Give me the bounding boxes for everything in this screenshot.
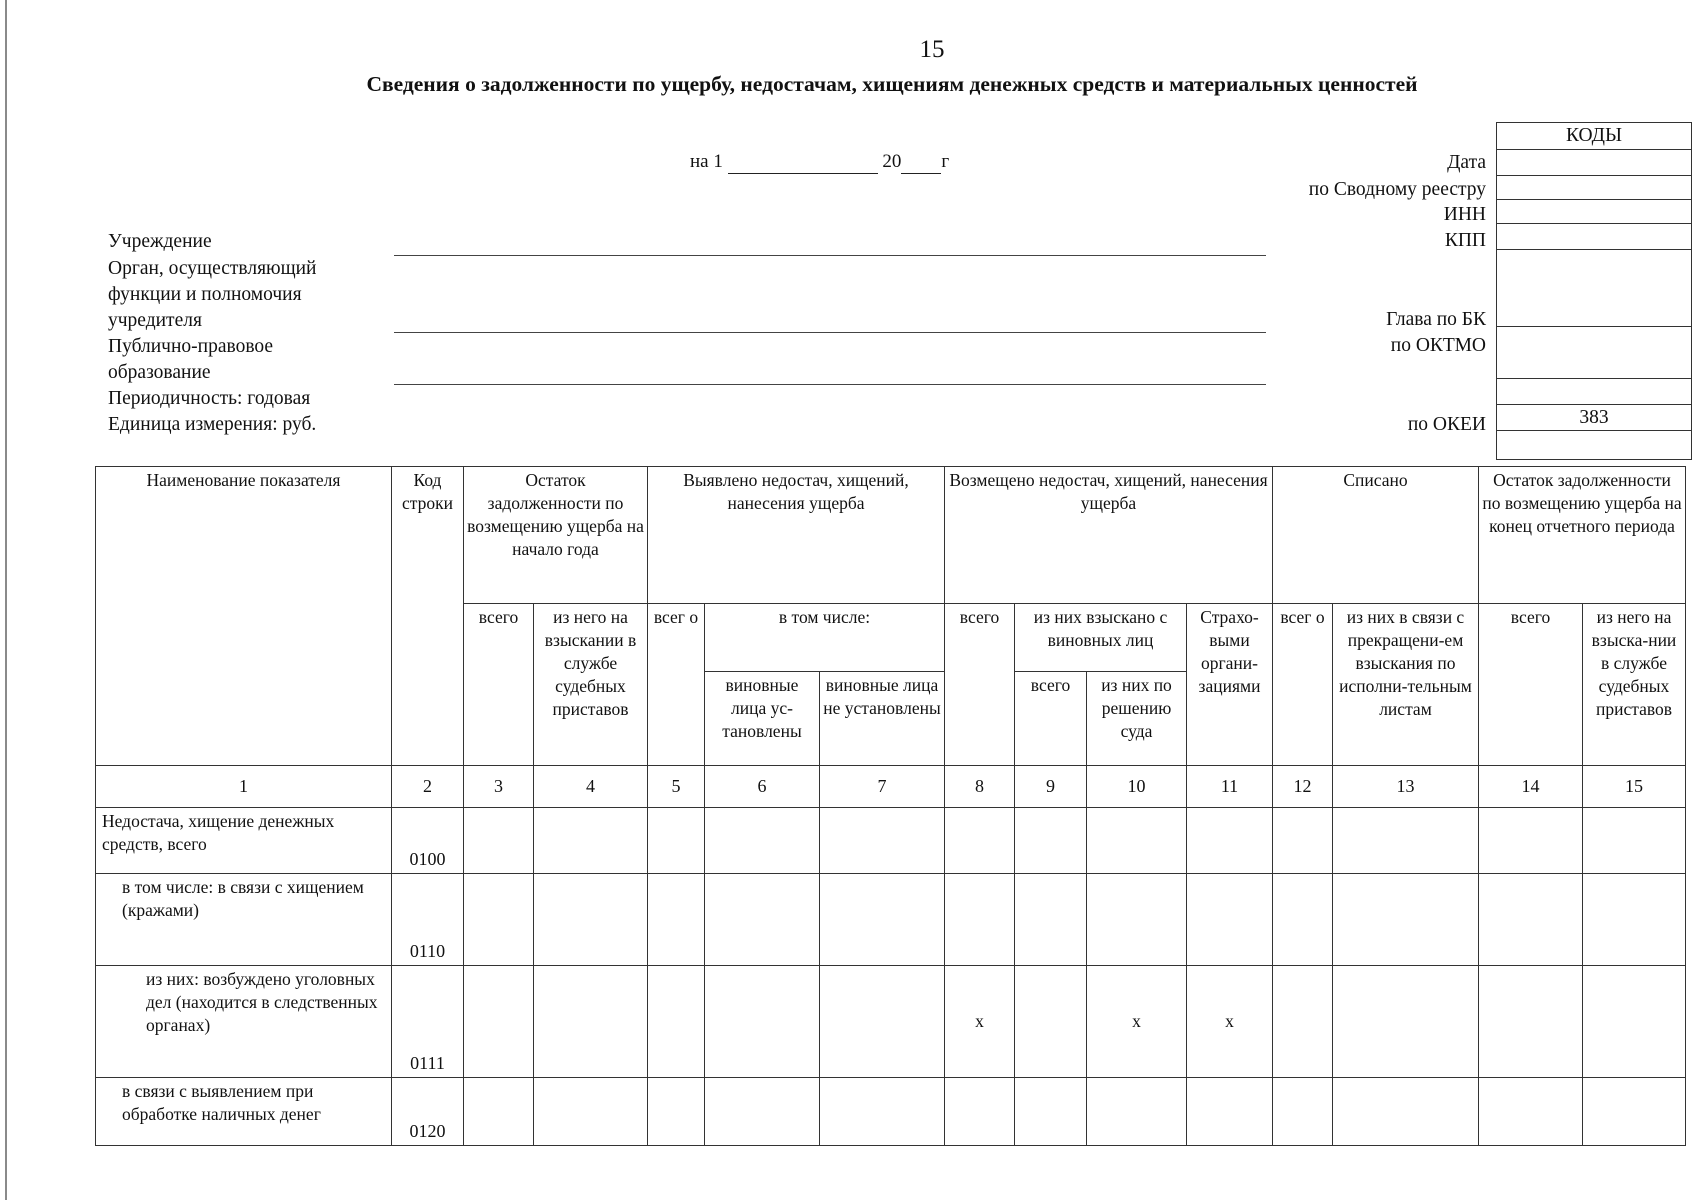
row-code: 0111 xyxy=(392,966,464,1078)
row-code: 0100 xyxy=(392,808,464,874)
header-guilty-total: всего xyxy=(1015,672,1087,766)
data-cell[interactable] xyxy=(1015,966,1087,1078)
header-comp-total: всего xyxy=(945,604,1015,766)
header-start-total: всего xyxy=(464,604,534,766)
data-cell[interactable] xyxy=(1479,966,1583,1078)
header-written-off: Списано xyxy=(1273,467,1479,604)
header-written-total: всег о xyxy=(1273,604,1333,766)
founder-line[interactable] xyxy=(394,332,1266,333)
label-public-2: образование xyxy=(108,362,211,383)
data-cell[interactable] xyxy=(648,966,705,1078)
data-cell[interactable] xyxy=(820,874,945,966)
codes-header: КОДЫ xyxy=(1497,123,1691,150)
header-start-bailiffs: из него на взыскании в службе судебных приставов xyxy=(534,604,648,766)
table-row xyxy=(96,874,1686,966)
col-number: 13 xyxy=(1333,766,1479,808)
row-code: 0120 xyxy=(392,1078,464,1146)
data-cell[interactable] xyxy=(1583,874,1686,966)
data-cell[interactable] xyxy=(1273,874,1333,966)
row-name: в связи с выявлением при обработке наличных денег xyxy=(96,1078,392,1146)
data-cell[interactable] xyxy=(1273,1078,1333,1146)
code-inn[interactable] xyxy=(1497,200,1691,224)
data-cell[interactable] xyxy=(648,1078,705,1146)
label-founder-1: Орган, осуществляющий xyxy=(108,258,317,279)
col-number: 2 xyxy=(392,766,464,808)
label-inn: ИНН xyxy=(1443,204,1486,225)
data-cell[interactable] xyxy=(1187,808,1273,874)
data-cell[interactable] xyxy=(1015,808,1087,874)
data-cell[interactable] xyxy=(1479,808,1583,874)
col-number: 8 xyxy=(945,766,1015,808)
col-number: 4 xyxy=(534,766,648,808)
data-cell[interactable] xyxy=(1187,1078,1273,1146)
page-edge xyxy=(5,0,7,1200)
header-by-court: из них по решению суда xyxy=(1087,672,1187,766)
label-periodicity: Периодичность: годовая xyxy=(108,388,311,409)
data-cell[interactable] xyxy=(534,1078,648,1146)
label-founder-2: функции и полномочия xyxy=(108,284,302,305)
code-blank[interactable] xyxy=(1497,431,1691,459)
data-cell[interactable] xyxy=(464,966,534,1078)
col-number: 6 xyxy=(705,766,820,808)
header-guilty-known: виновные лица ус-тановлены xyxy=(705,672,820,766)
data-cell[interactable] xyxy=(1333,808,1479,874)
data-cell[interactable] xyxy=(1583,966,1686,1078)
col-number: 10 xyxy=(1087,766,1187,808)
header-from-guilty: из них взыскано с виновных лиц xyxy=(1015,604,1187,672)
code-registry[interactable] xyxy=(1497,176,1691,200)
data-cell[interactable] xyxy=(1087,1078,1187,1146)
not-applicable-mark: х xyxy=(1087,966,1187,1078)
data-cell[interactable] xyxy=(464,808,534,874)
data-cell[interactable] xyxy=(705,966,820,1078)
row-name: в том числе: в связи с хищением (кражами) xyxy=(96,874,392,966)
not-applicable-mark: х xyxy=(1187,966,1273,1078)
data-cell[interactable] xyxy=(1015,874,1087,966)
header-found: Выявлено недостач, хищений, нанесения ущерба xyxy=(648,467,945,604)
header-code: Код строки xyxy=(392,467,464,766)
debt-table xyxy=(95,466,1686,1146)
col-number: 5 xyxy=(648,766,705,808)
data-cell[interactable] xyxy=(820,1078,945,1146)
data-cell[interactable] xyxy=(705,1078,820,1146)
data-cell[interactable] xyxy=(648,808,705,874)
data-cell[interactable] xyxy=(945,1078,1015,1146)
header-including: в том числе: xyxy=(705,604,945,672)
data-cell[interactable] xyxy=(705,808,820,874)
data-cell[interactable] xyxy=(820,808,945,874)
code-okei[interactable]: 383 xyxy=(1497,405,1691,431)
data-cell[interactable] xyxy=(534,966,648,1078)
data-cell[interactable] xyxy=(464,874,534,966)
header-compensated: Возмещено недостач, хищений, нанесения ущерба xyxy=(945,467,1273,604)
header-end-total: всего xyxy=(1479,604,1583,766)
label-okei: по ОКЕИ xyxy=(1407,414,1486,435)
col-number: 12 xyxy=(1273,766,1333,808)
data-cell[interactable] xyxy=(1479,1078,1583,1146)
code-chapter[interactable] xyxy=(1497,250,1691,327)
data-cell[interactable] xyxy=(820,966,945,1078)
col-number: 11 xyxy=(1187,766,1273,808)
col-number: 1 xyxy=(96,766,392,808)
data-cell[interactable] xyxy=(534,808,648,874)
data-cell[interactable] xyxy=(1015,1078,1087,1146)
data-cell[interactable] xyxy=(464,1078,534,1146)
label-founder-3: учредителя xyxy=(108,310,202,331)
header-insurance: Страхо-выми органи-зациями xyxy=(1187,604,1273,766)
table-row xyxy=(96,808,1686,874)
data-cell[interactable] xyxy=(648,874,705,966)
label-institution: Учреждение xyxy=(108,231,212,252)
year-prefix: 20 xyxy=(882,151,902,172)
row-name: Недостача, хищение денежных средств, всего xyxy=(96,808,392,874)
label-oktmo: по ОКТМО xyxy=(1390,335,1486,356)
row-code: 0110 xyxy=(392,874,464,966)
data-cell[interactable] xyxy=(1187,874,1273,966)
col-number: 15 xyxy=(1583,766,1686,808)
date-blank[interactable] xyxy=(728,151,878,174)
header-termination: из них в связи с прекращени-ем взыскания по исполни-тельным листам xyxy=(1333,604,1479,766)
data-cell[interactable] xyxy=(1479,874,1583,966)
code-periodicity[interactable] xyxy=(1497,379,1691,405)
row-name: из них: возбуждено уголовных дел (находится в следственных органах) xyxy=(96,966,392,1078)
column-number-row xyxy=(96,766,1686,808)
header-found-total: всег о xyxy=(648,604,705,766)
page-title: Сведения о задолженности по ущербу, недостачам, хищениям денежных средств и материальных ценностей xyxy=(366,72,1418,96)
data-cell[interactable] xyxy=(1333,1078,1479,1146)
page-number: 15 xyxy=(919,36,945,63)
data-cell[interactable] xyxy=(945,874,1015,966)
header-end-bailiffs: из него на взыска-нии в службе судебных приставов xyxy=(1583,604,1686,766)
label-chapter: Глава по БК xyxy=(1386,309,1486,330)
label-registry: по Сводному реестру xyxy=(1308,179,1486,200)
header-guilty-unknown: виновные лица не установлены xyxy=(820,672,945,766)
label-public-1: Публично-правовое xyxy=(108,336,274,357)
header-end-balance: Остаток задолженности по возмещению ущерба на конец отчетного периода xyxy=(1479,467,1686,604)
year-suffix: г xyxy=(941,151,950,172)
code-kpp[interactable] xyxy=(1497,224,1691,250)
col-number: 14 xyxy=(1479,766,1583,808)
label-kpp: КПП xyxy=(1444,230,1486,251)
col-number: 3 xyxy=(464,766,534,808)
header-name: Наименование показателя xyxy=(96,467,392,766)
public-line[interactable] xyxy=(394,384,1266,385)
table-row xyxy=(96,1078,1686,1146)
report-date-line xyxy=(690,151,949,174)
data-cell[interactable] xyxy=(1273,808,1333,874)
not-applicable-mark: х xyxy=(945,966,1015,1078)
data-cell[interactable] xyxy=(1333,874,1479,966)
header-start-balance: Остаток задолженности по возмещению ущерба на начало года xyxy=(464,467,648,604)
label-unit: Единица измерения: руб. xyxy=(108,414,317,435)
col-number: 9 xyxy=(1015,766,1087,808)
data-cell[interactable] xyxy=(534,874,648,966)
data-cell[interactable] xyxy=(705,874,820,966)
data-cell[interactable] xyxy=(1583,808,1686,874)
data-cell[interactable] xyxy=(1333,966,1479,1078)
table-row xyxy=(96,966,1686,1078)
year-blank[interactable] xyxy=(901,151,941,174)
date-prefix: на 1 xyxy=(690,151,723,172)
institution-line[interactable] xyxy=(394,255,1266,256)
data-cell[interactable] xyxy=(1273,966,1333,1078)
col-number: 7 xyxy=(820,766,945,808)
data-cell[interactable] xyxy=(1087,808,1187,874)
label-date: Дата xyxy=(1447,152,1486,173)
code-oktmo[interactable] xyxy=(1497,327,1691,379)
data-cell[interactable] xyxy=(1583,1078,1686,1146)
codes-box xyxy=(1496,122,1692,460)
data-cell[interactable] xyxy=(1087,874,1187,966)
data-cell[interactable] xyxy=(945,808,1015,874)
code-date[interactable] xyxy=(1497,150,1691,176)
